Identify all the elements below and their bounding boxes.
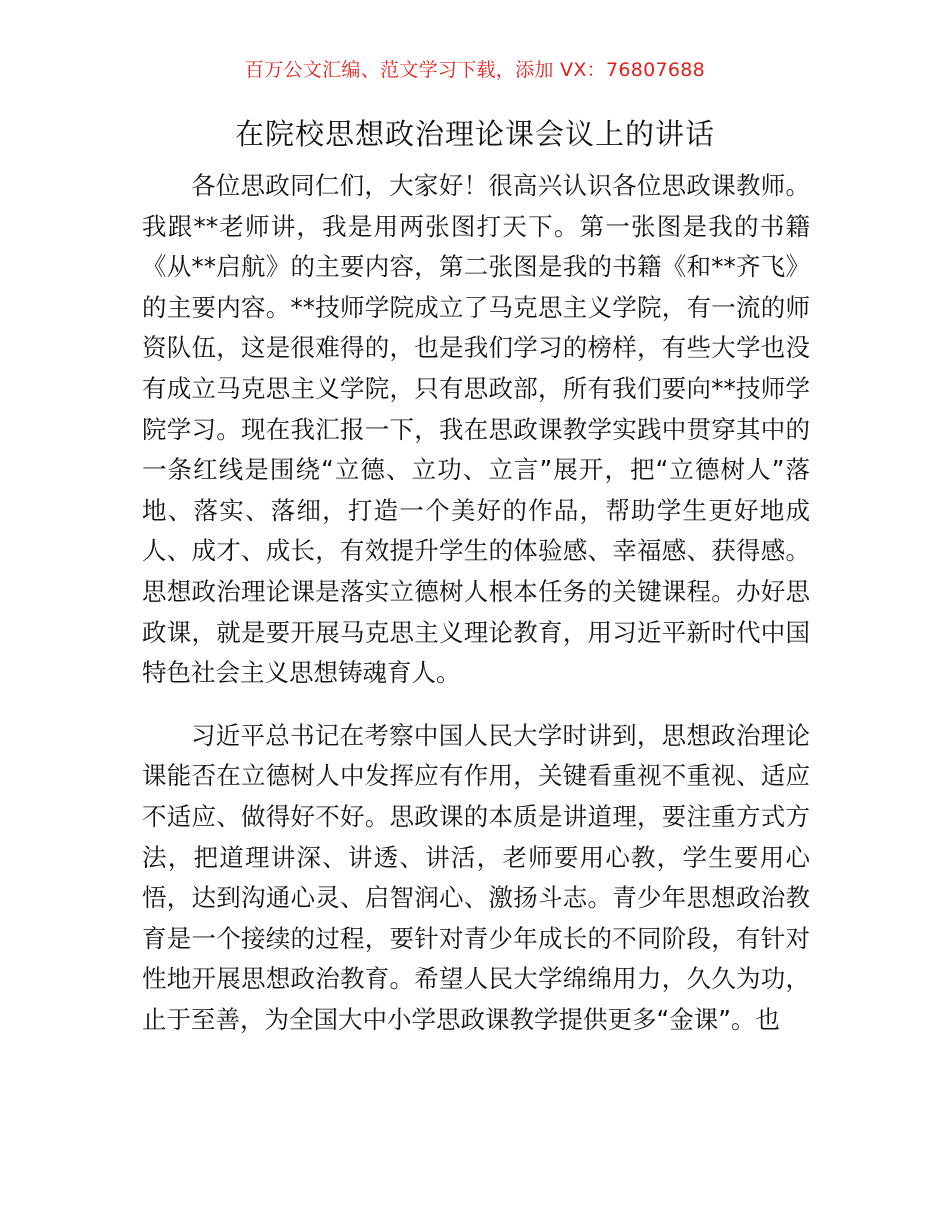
document-body xyxy=(142,166,810,1040)
promo-banner: 百万公文汇编、范文学习下载，添加 VX：76807688 xyxy=(244,59,706,81)
paragraph-1: 各位思政同仁们，大家好！很高兴认识各位思政课教师。我跟**老师讲，我是用两张图打天下。第一张图是我的书籍《从**启航》的主要内容，第二张图是我的书籍《和**齐飞》的主要内容。**技师学院成立了马克思主义学院，有一流的师资队伍，这是很难得的，也是我们学习的榜样，有些大学也没有成立马克思主义学院，只有思政部，所有我们要向**技师学院学习。现在我汇报一下，我在思政课教学实践中贯穿其中的一条红线是围绕“立德、立功、立言”展开，把“立德树人”落地、落实、落细，打造一个美好的作品，帮助学生更好地成人、成才、成长，有效提升学生的体验感、幸福感、获得感。思想政治理论课是落实立德树人根本任务的关键课程。办好思政课，就是要开展马克思主义理论教育，用习近平新时代中国特色社会主义思想铸魂育人。 xyxy=(142,171,810,688)
paragraph-2: 习近平总书记在考察中国人民大学时讲到，思想政治理论课能否在立德树人中发挥应有作用，关键看重视不重视、适应不适应、做得好不好。思政课的本质是讲道理，要注重方式方法，把道理讲深、讲透、讲活，老师要用心教，学生要用心悟，达到沟通心灵、启智润心、激扬斗志。青少年思想政治教育是一个接续的过程，要针对青少年成长的不同阶段，有针对性地开展思想政治教育。希望人民大学绵绵用力，久久为功，止于至善，为全国大中小学思政课教学提供更多“金课”。也 xyxy=(142,720,810,1034)
document-title: 在院校思想政治理论课会议上的讲话 xyxy=(234,117,715,151)
